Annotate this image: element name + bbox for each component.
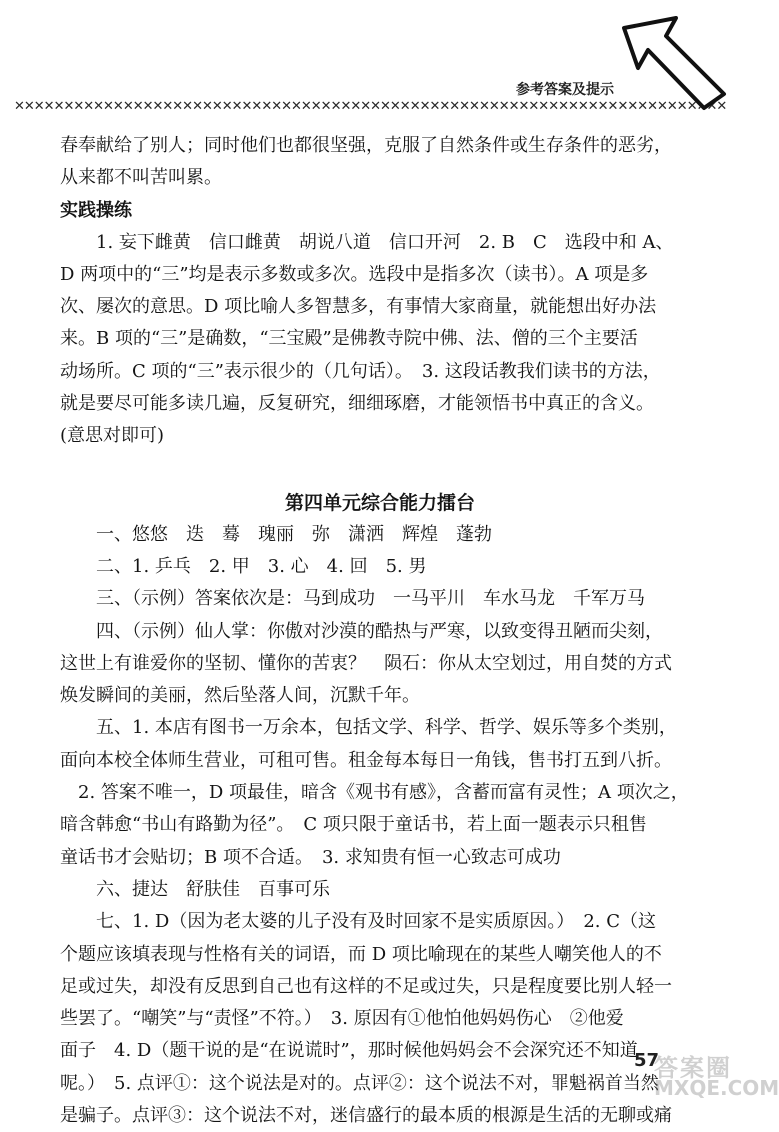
text-line: 从来都不叫苦叫累。 <box>60 167 222 189</box>
text-line: 次、屡次的意思。D 项比喻人多智慧多，有事情大家商量，就能想出好办法 <box>60 296 657 318</box>
page-number: 57 <box>634 1050 660 1071</box>
text-line: 四、（示例）仙人掌：你傲对沙漠的酷热与严寒，以致变得丑陋而尖刻， <box>96 620 663 642</box>
text-line: 五、1. 本店有图书一万余本，包括文学、科学、哲学、娱乐等多个类别， <box>96 717 677 739</box>
decorative-border: ✕✕✕✕✕✕✕✕✕✕✕✕✕✕✕✕✕✕✕✕✕✕✕✕✕✕✕✕✕✕✕✕✕✕✕✕✕✕✕✕✕✕✕✕✕✕✕✕✕✕✕✕✕✕✕✕✕✕✕✕✕✕✕✕✕✕✕✕✕✕✕✕ <box>14 99 727 114</box>
text-line: 焕发瞬间的美丽，然后坠落人间，沉默千年。 <box>60 685 420 707</box>
watermark-url: MXQE.COM <box>654 1076 779 1100</box>
text-line: 面子 4. D（题干说的是“在说谎时”，那时候他妈妈会不会深究还不知道 <box>60 1040 638 1062</box>
text-line: (意思对即可) <box>60 425 165 447</box>
page-header <box>0 0 750 120</box>
up-left-arrow-icon <box>618 14 728 110</box>
text-line: 是骗子。点评③：这个说法不对，迷信盛行的最本质的根源是生活的无聊或痛 <box>60 1105 672 1127</box>
text-line: 就是要尽可能多读几遍，反复研究，细细琢磨，才能领悟书中真正的含义。 <box>60 393 654 415</box>
text-line: 二、1. 乒乓 2. 甲 3. 心 4. 回 5. 男 <box>96 555 427 577</box>
text-line: 春奉献给了别人；同时他们也都很坚强，克服了自然条件或生存条件的恶劣， <box>60 135 672 156</box>
text-line: 呢。） 5. 点评①：这个说法是对的。点评②：这个说法不对，罪魁祸首当然 <box>60 1072 659 1094</box>
text-line: 足或过失，却没有反思到自己也有这样的不足或过失，只是程度要比别人轻一 <box>60 975 672 997</box>
text-line: D 两项中的“三”均是表示多数或多次。选段中是指多次（读书）。A 项是多 <box>60 263 649 285</box>
text-line: 一、悠悠 迭 蓦 瑰丽 弥 潇洒 辉煌 蓬勃 <box>96 523 492 545</box>
text-line: 七、1. D（因为老太婆的儿子没有及时回家不是实质原因。） 2. C（这 <box>96 911 656 933</box>
text-line: 个题应该填表现与性格有关的词语，而 D 项比喻现在的某些人嘲笑他人的不 <box>60 943 662 965</box>
text-line: 三、（示例）答案依次是：马到成功 一马平川 车水马龙 千军万马 <box>96 588 645 610</box>
text-line: 暗含韩愈“书山有路勤为径”。 C 项只限于童话书，若上面一题表示只租售 <box>60 814 647 836</box>
text-line: 来。B 项的“三”是确数，“三宝殿”是佛教寺院中佛、法、僧的三个主要活 <box>60 328 638 350</box>
text-line: 六、捷达 舒肤佳 百事可乐 <box>96 878 330 900</box>
answer-content <box>60 130 700 1132</box>
unit-title: 第四单元综合能力擂台 <box>284 491 475 514</box>
text-line: 些罢了。“嘲笑”与“责怪”不符。） 3. 原因有①他怕他妈妈伤心 ②他爱 <box>60 1008 624 1030</box>
page-footer <box>614 1044 779 1103</box>
header-label: 参考答案及提示 <box>516 82 614 98</box>
text-line: 童话书才会贴切；B 项不合适。 3. 求知贵有恒一心致志可成功 <box>60 846 561 868</box>
text-line: 动场所。C 项的“三”表示很少的（几句话）。 3. 这段话教我们读书的方法， <box>60 360 661 382</box>
watermark-logo: 答案圈 <box>654 1054 732 1082</box>
text-line: 1. 妄下雌黄 信口雌黄 胡说八道 信口开河 2. B C 选段中和 A、 <box>96 231 674 253</box>
text-line: 这世上有谁爱你的坚韧、懂你的苦衷？ 陨石：你从太空划过，用自焚的方式 <box>60 652 672 674</box>
text-line: 2. 答案不唯一，D 项最佳，暗含《观书有感》，含蓄而富有灵性；A 项次之， <box>78 782 689 804</box>
section-heading: 实践操练 <box>60 199 132 221</box>
text-line: 面向本校全体师生营业，可租可售。租金每本每日一角钱，售书打五到八折。 <box>60 749 672 771</box>
